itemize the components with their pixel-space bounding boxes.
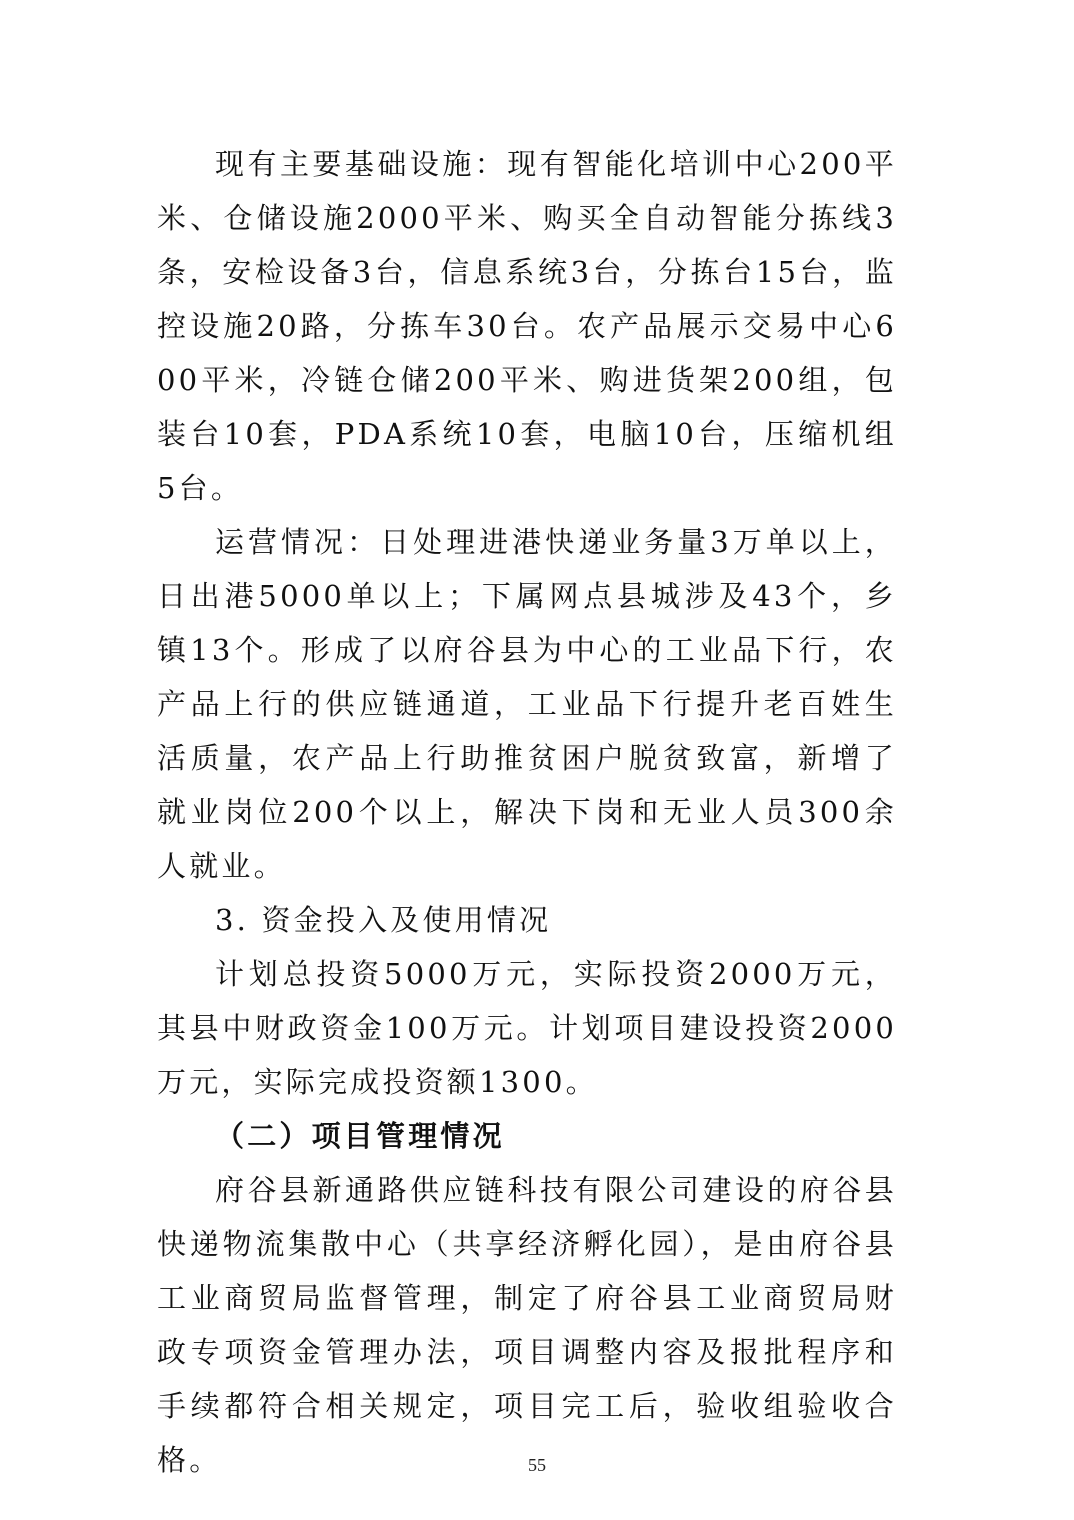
document-body [157,137,897,1487]
infrastructure-paragraph: 现有主要基础设施：现有智能化培训中心200平米、仓储设施2000平米、购买全自动智能分拣线3条，安检设备3台，信息系统3台，分拣台15台，监控设施20路，分拣车30台。农产品展示交易中心600平米，冷链仓储200平米、购进货架200组，包装台10套，PDA系统10套，电脑10台，压缩机组5台。 [157,147,897,505]
investment-paragraph: 计划总投资5000万元，实际投资2000万元，其县中财政资金100万元。计划项目建设投资2000万元，实际完成投资额1300。 [157,957,897,1099]
management-paragraph: 府谷县新通路供应链科技有限公司建设的府谷县快递物流集散中心（共享经济孵化园），是由府谷县工业商贸局监督管理，制定了府谷县工业商贸局财政专项资金管理办法，项目调整内容及报批程序和手续都符合相关规定，项目完工后，验收组验收合格。 [157,1173,897,1477]
section-3-heading: 3. 资金投入及使用情况 [215,903,552,937]
operations-paragraph: 运营情况：日处理进港快递业务量3万单以上，日出港5000单以上；下属网点县城涉及43个，乡镇13个。形成了以府谷县为中心的工业品下行，农产品上行的供应链通道，工业品下行提升老百姓生活质量，农产品上行助推贫困户脱贫致富，新增了就业岗位200个以上，解决下岗和无业人员300余人就业。 [157,525,897,883]
section-2-heading: （二）项目管理情况 [215,1119,505,1153]
page-number: 55 [528,1455,546,1475]
